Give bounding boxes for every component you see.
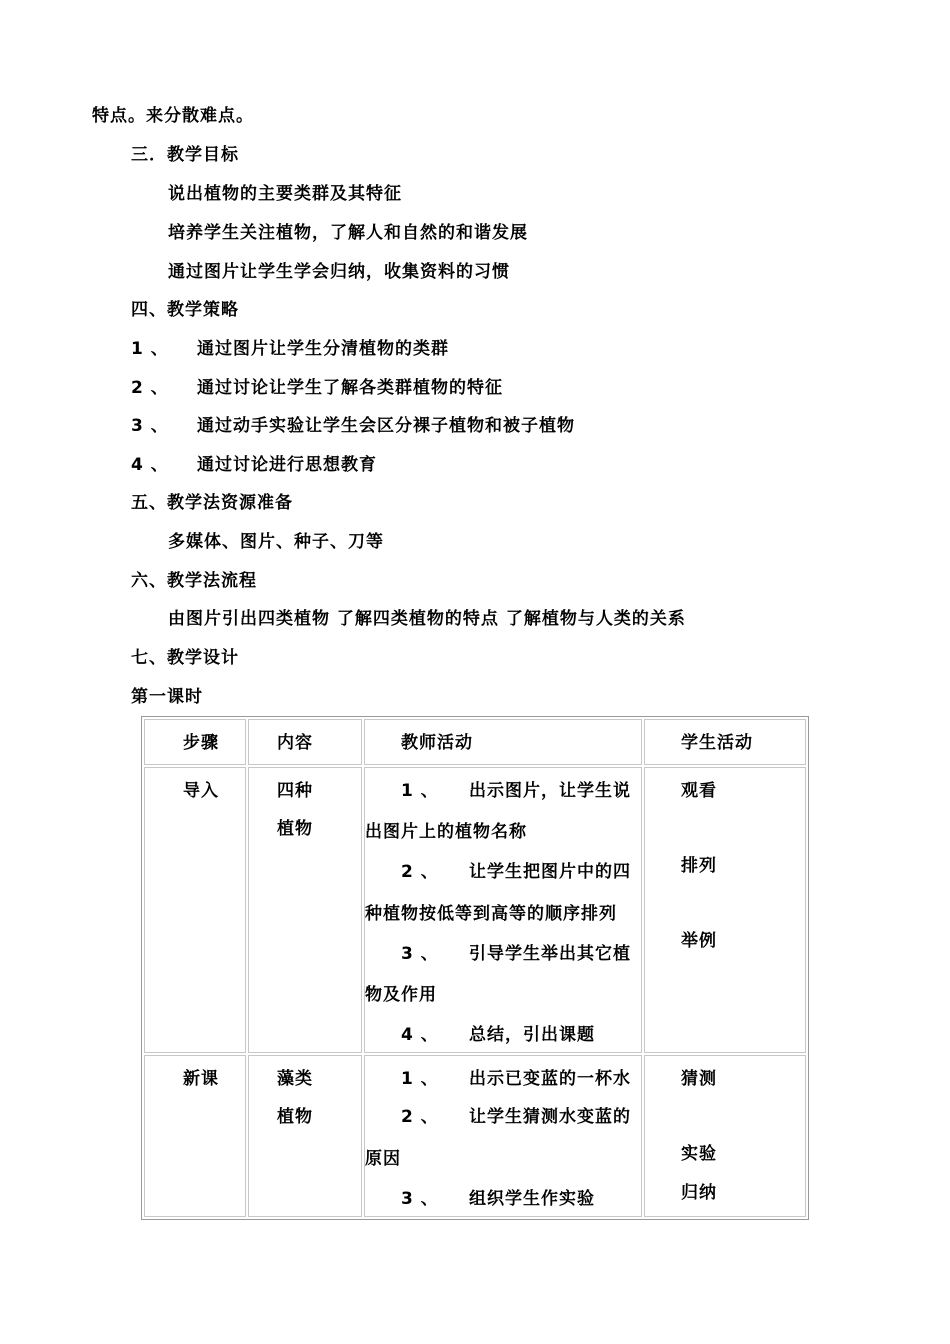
- teacher-num: 3 、: [401, 1189, 439, 1209]
- content-text: 藻类: [277, 1069, 313, 1089]
- student-text: 实验: [681, 1144, 717, 1164]
- strategy-num: 2 、: [131, 378, 169, 398]
- strategy-item: [131, 411, 575, 436]
- content-text: 植物: [277, 1107, 313, 1127]
- goals-heading: 三．教学目标: [131, 145, 239, 165]
- teacher-text: 种植物按低等到高等的顺序排列: [365, 904, 617, 924]
- resources-heading: 五、教学法资源准备: [131, 493, 293, 513]
- strategy-num: 4 、: [131, 455, 169, 475]
- lesson-label: 第一课时: [131, 687, 203, 707]
- strategy-num: 1 、: [131, 339, 169, 359]
- teacher-text: 原因: [365, 1149, 401, 1169]
- strategy-text: 通过讨论进行思想教育: [197, 455, 377, 475]
- header-cell: [144, 719, 246, 765]
- teacher-text: 物及作用: [365, 985, 437, 1005]
- goal-item: 说出植物的主要类群及其特征: [168, 184, 402, 204]
- table-row: [144, 767, 806, 1053]
- header-cell: [248, 719, 362, 765]
- student-text: 猜测: [681, 1069, 717, 1089]
- strategy-text: 通过图片让学生分清植物的类群: [197, 339, 449, 359]
- teacher-cell: [364, 1055, 642, 1217]
- resources-text: 多媒体、图片、种子、刀等: [168, 532, 384, 552]
- header-step: 步骤: [183, 733, 219, 753]
- student-text: 归纳: [681, 1183, 717, 1203]
- header-content: 内容: [277, 733, 313, 753]
- content-cell: [248, 767, 362, 1053]
- strategy-item: [131, 450, 377, 475]
- teacher-num: 3 、: [401, 944, 439, 964]
- strategy-item: [131, 334, 449, 359]
- step-text: 导入: [183, 781, 219, 801]
- step-text: 新课: [183, 1069, 219, 1089]
- teacher-text: 引导学生举出其它植: [469, 944, 631, 964]
- teacher-num: 4 、: [401, 1025, 439, 1045]
- lesson-plan-table: [141, 716, 809, 1220]
- content-text: 四种: [277, 781, 313, 801]
- goal-item: 培养学生关注植物，了解人和自然的和谐发展: [168, 223, 528, 243]
- teacher-text: 出示已变蓝的一杯水: [469, 1069, 631, 1089]
- step-cell: [144, 767, 246, 1053]
- flow-text: 由图片引出四类植物 了解四类植物的特点 了解植物与人类的关系: [168, 609, 686, 629]
- teacher-text: 出示图片，让学生说: [469, 781, 631, 801]
- teacher-num: 1 、: [401, 781, 439, 801]
- header-student: 学生活动: [681, 733, 753, 753]
- header-teacher: 教师活动: [401, 733, 473, 753]
- goal-item: 通过图片让学生学会归纳，收集资料的习惯: [168, 262, 510, 282]
- student-text: 观看: [681, 781, 717, 801]
- teacher-text: 出图片上的植物名称: [365, 822, 527, 842]
- teacher-num: 2 、: [401, 1107, 439, 1127]
- content-text: 植物: [277, 819, 313, 839]
- step-cell: [144, 1055, 246, 1217]
- header-cell: [364, 719, 642, 765]
- strategy-text: 通过讨论让学生了解各类群植物的特征: [197, 378, 503, 398]
- header-cell: [644, 719, 806, 765]
- strategy-num: 3 、: [131, 416, 169, 436]
- student-cell: [644, 1055, 806, 1217]
- teacher-num: 1 、: [401, 1069, 439, 1089]
- content-cell: [248, 1055, 362, 1217]
- student-text: 排列: [681, 856, 717, 876]
- teacher-text: 让学生把图片中的四: [469, 862, 631, 882]
- design-heading: 七、教学设计: [131, 648, 239, 668]
- strategy-text: 通过动手实验让学生会区分裸子植物和被子植物: [197, 416, 575, 436]
- strategy-item: [131, 373, 503, 398]
- teacher-num: 2 、: [401, 862, 439, 882]
- intro-tail: 特点。来分散难点。: [92, 106, 254, 126]
- student-text: 举例: [681, 931, 717, 951]
- teacher-text: 总结，引出课题: [469, 1025, 595, 1045]
- teacher-text: 让学生猜测水变蓝的: [469, 1107, 631, 1127]
- teacher-cell: [364, 767, 642, 1053]
- student-cell: [644, 767, 806, 1053]
- strategy-heading: 四、教学策略: [131, 300, 239, 320]
- table-header-row: [144, 719, 806, 765]
- table-row: [144, 1055, 806, 1217]
- flow-heading: 六、教学法流程: [131, 571, 257, 591]
- teacher-text: 组织学生作实验: [469, 1189, 595, 1209]
